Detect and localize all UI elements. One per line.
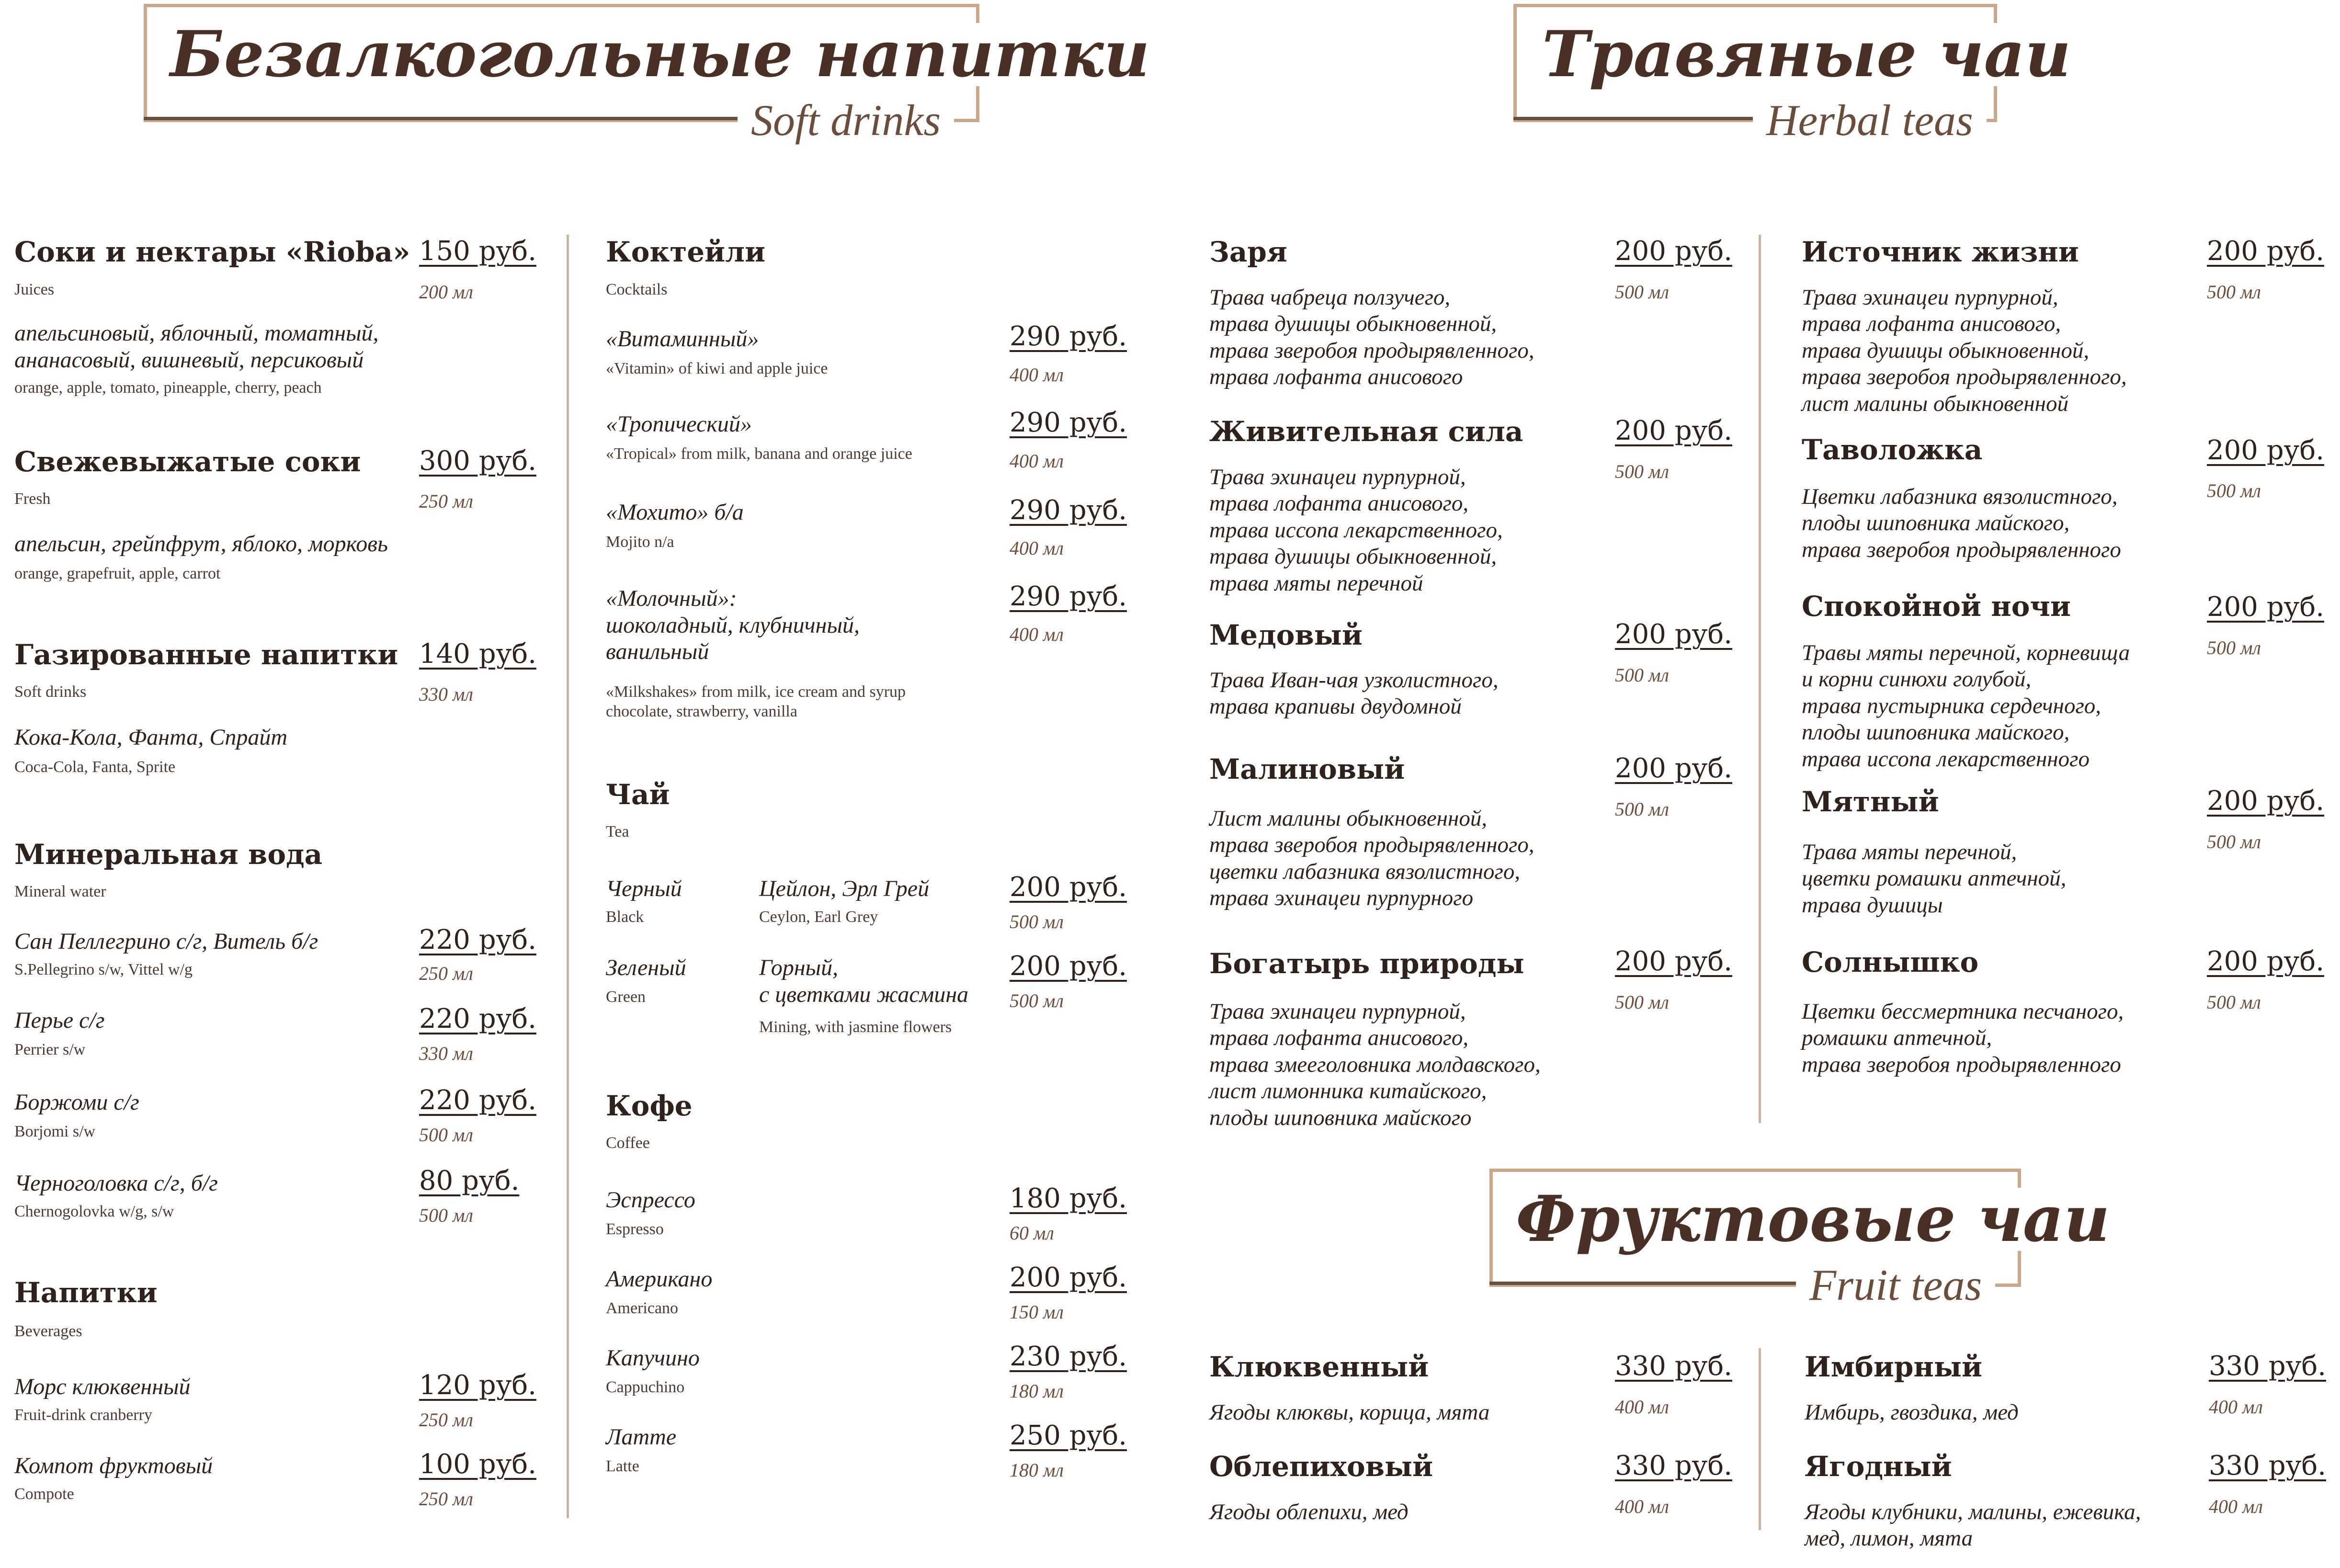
volume: 400 мл	[1010, 624, 1064, 645]
price: 290 руб.	[1010, 495, 1127, 526]
price: 200 руб.	[1615, 236, 1732, 267]
item-list: апельсиновый, яблочный, томатный, ананасовый, вишневый, персиковый	[14, 320, 379, 373]
volume: 500 мл	[419, 1204, 473, 1226]
item-variety: Цейлон, Эрл Грей	[759, 876, 930, 901]
item-title: Спокойной ночи	[1802, 590, 2071, 623]
herbal-teas-subtitle: Herbal teas	[1753, 98, 1987, 142]
item-title: Малиновый	[1209, 753, 1405, 785]
item-variety-english: Mining, with jasmine flowers	[759, 1018, 952, 1036]
item-title: Богатырь природы	[1209, 947, 1524, 980]
item-list: апельсин, грейпфрут, яблоко, морковь	[14, 531, 388, 557]
item-name-english: «Tropical» from milk, banana and orange juice	[606, 445, 912, 463]
item-description: Ягоды клюквы, корица, мята	[1209, 1400, 1490, 1425]
section-title-english: Cocktails	[606, 281, 668, 298]
price: 250 руб.	[1010, 1420, 1127, 1451]
column-divider	[567, 235, 569, 1518]
item-name-english: S.Pellegrino s/w, Vittel w/g	[14, 961, 193, 978]
price: 200 руб.	[2207, 236, 2324, 267]
item-variety-english: Ceylon, Earl Grey	[759, 908, 878, 926]
price: 150 руб.	[419, 236, 536, 267]
price: 200 руб.	[1615, 753, 1732, 784]
price: 200 руб.	[1010, 951, 1127, 982]
item-description: Цветки лабазника вязолистного, плоды шиповника майского, трава зверобоя продырявленного	[1802, 484, 2121, 562]
item-title: Ягодный	[1805, 1450, 1952, 1483]
volume: 500 мл	[1615, 664, 1669, 686]
price: 100 руб.	[419, 1449, 536, 1480]
price: 290 руб.	[1010, 407, 1127, 438]
price: 200 руб.	[1615, 619, 1732, 650]
volume: 500 мл	[2207, 480, 2261, 501]
section-title-english: Coffee	[606, 1134, 650, 1152]
price: 180 руб.	[1010, 1183, 1127, 1214]
item-name-english: Perrier s/w	[14, 1041, 86, 1058]
item-name-english: Americano	[606, 1299, 679, 1317]
item-name: Зеленый	[606, 955, 686, 980]
item-name-english: «Vitamin» of kiwi and apple juice	[606, 360, 828, 377]
price: 330 руб.	[1615, 1351, 1732, 1382]
price: 200 руб.	[1615, 946, 1732, 977]
item-name: Боржоми с/г	[14, 1090, 139, 1115]
section-title: Газированные напитки	[14, 638, 398, 671]
fruit-teas-subtitle: Fruit teas	[1796, 1263, 1995, 1307]
price: 80 руб.	[419, 1165, 520, 1196]
volume: 250 мл	[419, 490, 473, 512]
volume: 250 мл	[419, 963, 473, 984]
item-name-english: «Milkshakes» from milk, ice cream and syrup chocolate, strawberry, vanilla	[606, 683, 906, 720]
section-title-english: Fresh	[14, 490, 51, 508]
volume: 500 мл	[1010, 911, 1064, 932]
volume: 500 мл	[1615, 798, 1669, 820]
item-name-english: Latte	[606, 1457, 639, 1475]
fruit-teas-rule	[1489, 1282, 1801, 1285]
section-title-english: Juices	[14, 281, 55, 298]
soft-drinks-title: Безалкогольные напитки	[165, 23, 1155, 86]
section-title: Свежевыжатые соки	[14, 445, 361, 478]
item-name: Сан Пеллегрино с/г, Витель б/г	[14, 929, 318, 954]
volume: 500 мл	[2207, 637, 2261, 659]
volume: 400 мл	[1615, 1496, 1669, 1517]
item-name: Перье с/г	[14, 1008, 105, 1033]
section-title-english: Soft drinks	[14, 683, 87, 701]
item-list: Кока-Кола, Фанта, Спрайт	[14, 725, 287, 750]
volume: 200 мл	[419, 281, 473, 303]
volume: 250 мл	[419, 1409, 473, 1431]
item-name-english: Fruit-drink cranberry	[14, 1406, 152, 1424]
price: 220 руб.	[419, 1003, 536, 1034]
item-description: Ягоды облепихи, мед	[1209, 1500, 1409, 1524]
herbal-teas-rule	[1513, 117, 1762, 120]
item-name: Американо	[606, 1266, 713, 1292]
item-description: Трава эхинацеи пурпурной, трава лофанта анисового, трава змееголовника молдавского, лист лимонника китайского, плоды шиповника майского	[1209, 999, 1541, 1130]
item-title: Таволожка	[1802, 433, 1983, 466]
volume: 400 мл	[1010, 364, 1064, 386]
volume: 500 мл	[2207, 281, 2261, 303]
section-title: Коктейли	[606, 236, 766, 268]
price: 200 руб.	[1615, 415, 1732, 446]
volume: 60 мл	[1010, 1222, 1054, 1244]
price: 200 руб.	[1010, 1262, 1127, 1293]
item-name: Компот фруктовый	[14, 1453, 213, 1478]
column-divider	[1759, 1348, 1761, 1530]
volume: 500 мл	[419, 1124, 473, 1146]
item-title: Источник жизни	[1802, 236, 2079, 268]
item-name-english: Mojito n/a	[606, 533, 674, 551]
item-name-english: Cappuchino	[606, 1378, 685, 1396]
price: 330 руб.	[1615, 1450, 1732, 1481]
item-name-english: Black	[606, 908, 644, 926]
volume: 400 мл	[1010, 450, 1064, 472]
fruit-teas-title: Фруктовые чаи	[1511, 1188, 2114, 1251]
item-description: Трава эхинацеи пурпурной, трава лофанта анисового, трава иссопа лекарственного, трава душицы обыкновенной, трава мяты перечной	[1209, 465, 1503, 596]
item-name: «Витаминный»	[606, 326, 759, 352]
volume: 500 мл	[2207, 991, 2261, 1013]
item-name: Капучино	[606, 1345, 700, 1371]
item-name-english: Borjomi s/w	[14, 1123, 96, 1140]
volume: 180 мл	[1010, 1380, 1064, 1402]
item-name-english: Green	[606, 988, 646, 1006]
item-description: Трава мяты перечной, цветки ромашки аптечной, трава душицы	[1802, 840, 2067, 918]
item-description: Лист малины обыкновенной, трава зверобоя продырявленного, цветки лабазника вязолистного, трава эхинацеи пурпурного	[1209, 806, 1534, 911]
volume: 330 мл	[419, 683, 473, 705]
item-title: Заря	[1209, 236, 1287, 268]
price: 300 руб.	[419, 445, 536, 477]
item-title: Мятный	[1802, 785, 1939, 818]
item-title: Живительная сила	[1209, 415, 1523, 448]
item-name: Латте	[606, 1424, 677, 1450]
volume: 330 мл	[419, 1043, 473, 1064]
volume: 400 мл	[1615, 1396, 1669, 1418]
item-name: Морс клюквенный	[14, 1374, 191, 1399]
item-variety: Горный, с цветками жасмина	[759, 955, 969, 1007]
item-title: Имбирный	[1805, 1351, 1983, 1383]
volume: 500 мл	[1615, 461, 1669, 482]
soft-drinks-rule	[144, 117, 747, 120]
price: 290 руб.	[1010, 581, 1127, 612]
price: 230 руб.	[1010, 1341, 1127, 1372]
section-title-english: Beverages	[14, 1322, 82, 1340]
volume: 500 мл	[1615, 991, 1669, 1013]
price: 200 руб.	[2207, 435, 2324, 466]
item-description: Ягоды клубники, малины, ежевика, мед, лимон, мята	[1805, 1500, 2141, 1551]
item-description: Травы мяты перечной, корневища и корни синюхи голубой, трава пустырника сердечного, плоды шиповника майского, трава иссопа лекарственного	[1802, 640, 2130, 772]
section-title: Кофе	[606, 1090, 693, 1122]
item-name: Черноголовка с/г, б/г	[14, 1170, 218, 1196]
column-divider	[1759, 235, 1761, 1123]
section-title: Напитки	[14, 1276, 158, 1309]
item-name-english: Espresso	[606, 1220, 664, 1238]
item-description: Трава Иван-чая узколистного, трава крапивы двудомной	[1209, 668, 1499, 719]
item-list-english: orange, apple, tomato, pineapple, cherry, peach	[14, 379, 322, 397]
item-name-english: Chernogolovka w/g, s/w	[14, 1203, 174, 1220]
item-title: Медовый	[1209, 619, 1363, 651]
item-description: Трава чабреца ползучего, трава душицы обыкновенной, трава зверобоя продырявленного, трава лофанта анисового	[1209, 285, 1534, 390]
item-name: Эспрессо	[606, 1187, 695, 1213]
price: 220 руб.	[419, 924, 536, 955]
section-title: Соки и нектары «Rioba»	[14, 236, 410, 268]
item-title: Клюквенный	[1209, 1351, 1429, 1383]
section-title-english: Mineral water	[14, 883, 106, 900]
item-list-english: Coca-Cola, Fanta, Sprite	[14, 758, 176, 776]
price: 220 руб.	[419, 1085, 536, 1116]
herbal-teas-title: Травяные чаи	[1537, 23, 2076, 86]
price: 330 руб.	[2209, 1351, 2326, 1382]
price: 200 руб.	[1010, 872, 1127, 903]
item-name: «Мохито» б/а	[606, 500, 744, 525]
volume: 400 мл	[2209, 1396, 2263, 1418]
item-name: «Молочный»: шоколадный, клубничный, ванильный	[606, 586, 860, 665]
price: 140 руб.	[419, 638, 536, 670]
section-title-english: Tea	[606, 823, 629, 841]
volume: 500 мл	[2207, 831, 2261, 852]
item-name: «Тропический»	[606, 411, 752, 437]
item-description: Цветки бессмертника песчаного, ромашки аптечной, трава зверобоя продырявленного	[1802, 999, 2124, 1077]
price: 200 руб.	[2207, 946, 2324, 977]
item-name: Черный	[606, 876, 682, 901]
price: 200 руб.	[2207, 785, 2324, 817]
volume: 400 мл	[1010, 537, 1064, 559]
item-title: Облепиховый	[1209, 1450, 1433, 1483]
price: 200 руб.	[2207, 591, 2324, 623]
item-name-english: Compote	[14, 1485, 74, 1503]
volume: 500 мл	[1010, 990, 1064, 1011]
volume: 250 мл	[419, 1488, 473, 1510]
item-list-english: orange, grapefruit, apple, carrot	[14, 565, 221, 582]
price: 290 руб.	[1010, 321, 1127, 352]
price: 330 руб.	[2209, 1450, 2326, 1481]
item-description: Имбирь, гвоздика, мед	[1805, 1400, 2019, 1425]
price: 120 руб.	[419, 1370, 536, 1401]
item-description: Трава эхинацеи пурпурной, трава лофанта анисового, трава душицы обыкновенной, трава зверобоя продырявленного, лист малины обыкновенной	[1802, 285, 2127, 416]
section-title: Минеральная вода	[14, 838, 323, 871]
volume: 400 мл	[2209, 1496, 2263, 1517]
volume: 500 мл	[1615, 281, 1669, 303]
volume: 180 мл	[1010, 1459, 1064, 1481]
volume: 150 мл	[1010, 1301, 1064, 1323]
section-title: Чай	[606, 778, 670, 811]
item-title: Солнышко	[1802, 946, 1979, 978]
soft-drinks-subtitle: Soft drinks	[738, 98, 954, 142]
